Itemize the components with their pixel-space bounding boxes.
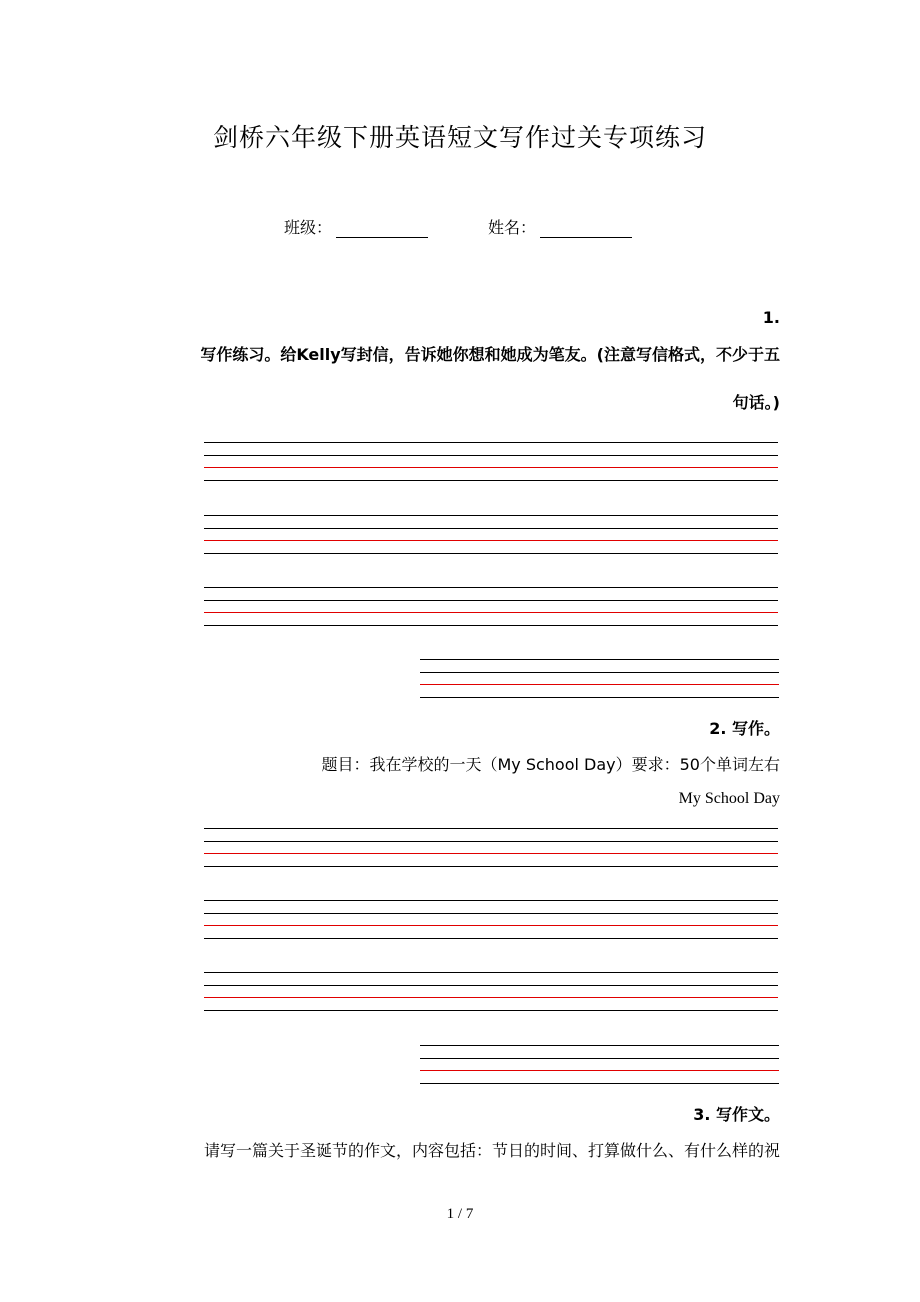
- writing-line: [204, 625, 778, 626]
- class-field: [284, 215, 428, 238]
- page-title: 剑桥六年级下册英语短文写作过关专项练习: [212, 123, 707, 152]
- name-label: 姓名：: [488, 218, 537, 237]
- writing-line-red: [204, 467, 778, 468]
- writing-line: [204, 515, 778, 516]
- writing-line: [204, 828, 778, 829]
- writing-line: [420, 1083, 779, 1084]
- q1-prompt-continued: 句话。): [732, 393, 780, 412]
- writing-line: [204, 841, 778, 842]
- writing-line: [204, 587, 778, 588]
- q1-number: 1.: [762, 308, 780, 327]
- page-number: 1 / 7: [446, 1206, 474, 1222]
- writing-line: [420, 697, 779, 698]
- writing-line: [420, 1045, 779, 1046]
- writing-line: [204, 972, 778, 973]
- q1-prompt: 写作练习。给Kelly写封信，告诉她你想和她成为笔友。(注意写信格式，不少于五: [200, 345, 780, 364]
- writing-line: [204, 455, 778, 456]
- writing-line: [420, 659, 779, 660]
- writing-line: [204, 442, 778, 443]
- q2-prompt: 题目：我在学校的一天（My School Day）要求：50个单词左右: [321, 755, 780, 774]
- q3-header: 3. 写作文。: [693, 1105, 780, 1124]
- writing-line-red: [204, 997, 778, 998]
- q3-prompt: 请写一篇关于圣诞节的作文，内容包括：节日的时间、打算做什么、有什么样的祝: [203, 1141, 780, 1160]
- writing-line: [420, 1058, 779, 1059]
- writing-line-red: [204, 540, 778, 541]
- name-blank: [540, 221, 632, 238]
- writing-line: [204, 866, 778, 867]
- writing-line: [420, 672, 779, 673]
- writing-line: [204, 938, 778, 939]
- writing-line: [204, 600, 778, 601]
- class-blank: [336, 221, 428, 238]
- q2-header: 2. 写作。: [709, 719, 780, 738]
- class-label: 班级：: [284, 218, 333, 237]
- writing-line-red: [204, 925, 778, 926]
- writing-line: [204, 985, 778, 986]
- writing-line: [204, 553, 778, 554]
- name-field: [488, 215, 632, 238]
- writing-line-red: [204, 853, 778, 854]
- writing-line: [204, 528, 778, 529]
- writing-line-red: [420, 684, 779, 685]
- writing-line: [204, 480, 778, 481]
- writing-line: [204, 913, 778, 914]
- writing-line-red: [204, 612, 778, 613]
- writing-line: [204, 900, 778, 901]
- writing-line-red: [420, 1070, 779, 1071]
- q2-heading: My School Day: [678, 790, 780, 807]
- writing-line: [204, 1010, 778, 1011]
